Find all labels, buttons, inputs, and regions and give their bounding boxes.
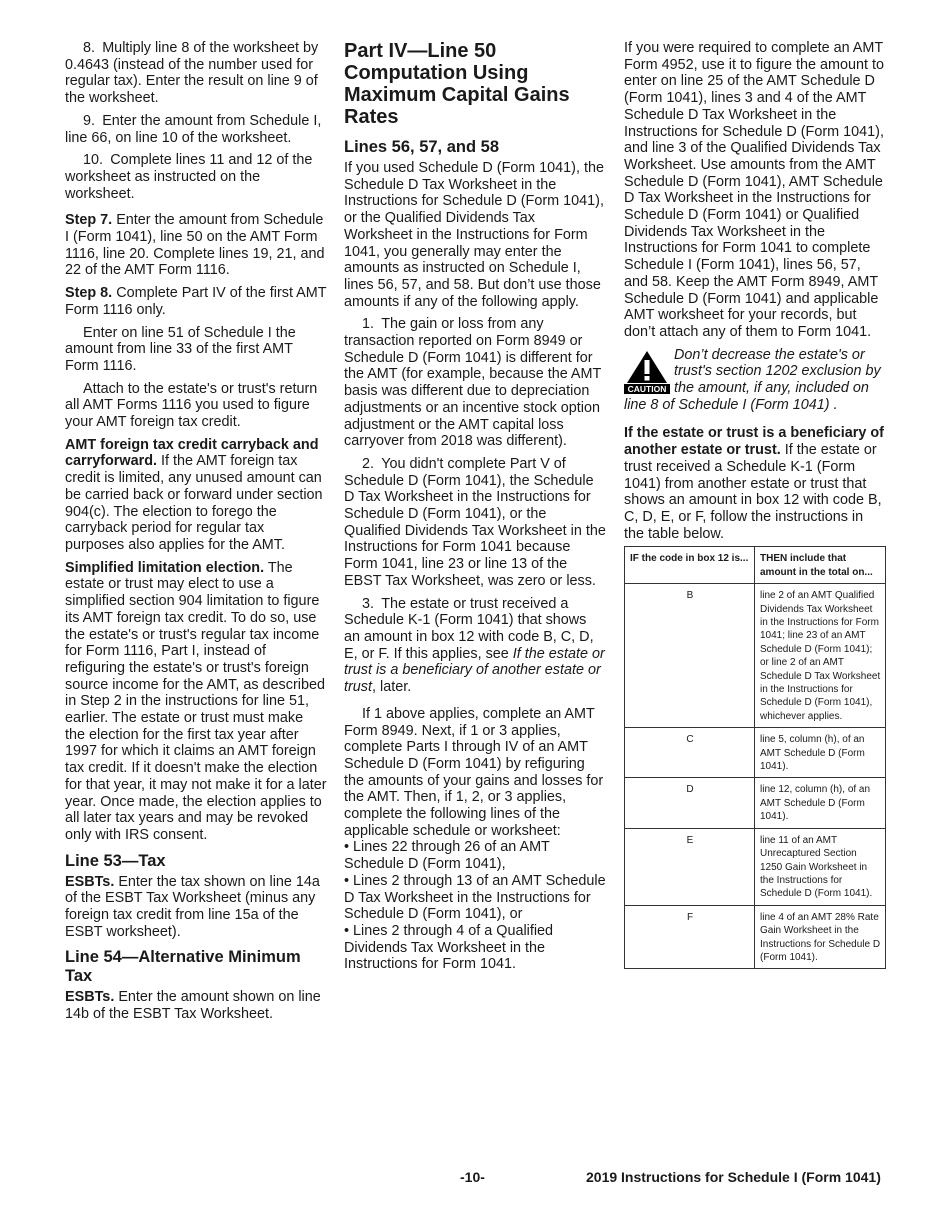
paragraph-line10: 10. Complete lines 11 and 12 of the worksheet as instructed on the worksheet. [65, 152, 313, 202]
simplified-label: Simplified limitation election. [65, 559, 265, 576]
bullet-icon: • [344, 922, 350, 939]
esbt-text: Enter the amount shown on line 14b of the ESBT Tax Worksheet. [65, 989, 321, 1023]
table-row [625, 728, 886, 778]
item3-end: , later. [372, 679, 412, 696]
table-cell-code: B [625, 584, 755, 728]
column-left [65, 40, 327, 1029]
carryback-label: AMT foreign tax credit carryback and carryforward. [65, 436, 319, 470]
bullet-item [344, 923, 606, 973]
step8-label: Step 8. [65, 285, 113, 302]
bullet-text: Lines 2 through 4 of a Qualified Dividends Tax Worksheet in the Instructions for Form 1041. [344, 922, 554, 973]
table-header-then: THEN include that amount in the total on... [755, 547, 886, 584]
table-row [625, 778, 886, 828]
box12-code-table [624, 546, 886, 969]
paragraph-line8: 8. Multiply line 8 of the worksheet by 0.4643 (instead of the number used for regular tax). Enter the result on line 9 of the worksheet. [65, 40, 319, 107]
bullet-item [344, 839, 606, 872]
caution-text: Don’t decrease the estate's or trust's section 1202 exclusion by the amount, if any, included on line 8 of Schedule I (Form 1041) . [624, 346, 881, 413]
paragraph-esbt-line54 [65, 989, 327, 1022]
paragraph-form4952: If you were required to complete an AMT Form 4952, use it to figure the amount to enter on line 25 of the AMT Schedule D (Form 1041), lines 3 and 4 of the AMT Schedule D Tax Worksheet in the Instructions for Schedule D (Form 1041), and line 3 of the Qualified Dividends Tax Worksheet. Use amounts from the AMT Schedule D (Form 1041), AMT Schedule D Tax Worksheet in the Instructions for Schedule D (Form 1041) or Qualified Dividends Tax Worksheet in the Instructions for Form 1041 to complete Schedule I (Form 1041), lines 56, 57, and 58. Keep the AMT Form 8949, AMT Schedule D (Form 1041) and applicable AMT worksheet for your records, but don’t attach any of them to Form 1041. [624, 40, 884, 340]
esbt-text: Enter the tax shown on line 14a of the ESBT Tax Worksheet (minus any foreign tax credit from line 15a of the ESBT worksheet). [65, 873, 320, 940]
paragraph-attach: Attach to the estate's or trust's return all AMT Forms 1116 you used to figure your AMT foreign tax credit. [65, 380, 318, 431]
footer-title: 2019 Instructions for Schedule I (Form 1041) [586, 1169, 881, 1185]
table-cell-text: line 11 of an AMT Unrecaptured Section 1250 Gain Worksheet in the Instructions for Schedule D (Form 1041). [755, 828, 886, 905]
paragraph-simplified [65, 560, 327, 844]
table-cell-code: D [625, 778, 755, 828]
paragraph-step8 [65, 285, 327, 318]
paragraph-intro: If you used Schedule D (Form 1041), the Schedule D Tax Worksheet in the Instructions for Schedule D (Form 1041), or the Qualified Dividends Tax Worksheet in the Instructions for Form 1041, you generally may enter the amounts as instructed on Schedule I, lines 56, 57, and 58. But don’t use those amounts if any of the following apply. [344, 160, 604, 310]
table-cell-code: C [625, 728, 755, 778]
table-cell-text: line 5, column (h), of an AMT Schedule D (Form 1041). [755, 728, 886, 778]
column-middle [344, 40, 606, 973]
bullet-text: Lines 22 through 26 of an AMT Schedule D (Form 1041), [344, 839, 550, 873]
heading-line53: Line 53—Tax [65, 851, 166, 870]
esbt-label: ESBTs. [65, 989, 115, 1006]
paragraph-line9: 9. Enter the amount from Schedule I, line 66, on line 10 of the worksheet. [65, 112, 322, 146]
step7-label: Step 7. [65, 212, 113, 229]
bullet-text: Lines 2 through 13 of an AMT Schedule D Tax Worksheet in the Instructions for Schedule D (Form 1041), or [344, 872, 606, 923]
table-header-row [625, 547, 886, 584]
paragraph-esbt-line53 [65, 874, 327, 941]
table-cell-text: line 12, column (h), of an AMT Schedule D (Form 1041). [755, 778, 886, 828]
paragraph-enter-line51: Enter on line 51 of Schedule I the amount from line 33 of the first AMT Form 1116. [65, 324, 296, 374]
bullet-item [344, 873, 606, 923]
paragraph-carryback [65, 437, 327, 554]
beneficiary-text: If the estate or trust received a Schedule K-1 (Form 1041) from another estate or trust that shows an amount in box 12 with code B, C, D, E, or F, follow the instructions in the table below. [624, 442, 882, 542]
bullet-icon: • [344, 839, 350, 856]
column-right [624, 40, 886, 969]
heading-lines-56-58: Lines 56, 57, and 58 [344, 138, 499, 156]
table-row [625, 905, 886, 969]
paragraph-if1: If 1 above applies, complete an AMT Form 8949. Next, if 1 or 3 applies, complete Parts I through IV of an AMT Schedule D (Form 1041) by refiguring the amounts of your gains and losses for the AMT. Then, if 1, 2, or 3 applies, complete the following lines of the applicable schedule or worksheet: [344, 705, 604, 839]
table-row [625, 584, 886, 728]
caution-label: CAUTION [627, 383, 667, 394]
table-cell-code: E [625, 828, 755, 905]
page-number: -10- [460, 1169, 485, 1185]
heading-part4: Part IV—Line 50 Computation Using Maximum Capital Gains Rates [344, 40, 570, 128]
table-cell-text: line 4 of an AMT 28% Rate Gain Worksheet in the Instructions for Schedule D (Form 1041). [755, 905, 886, 969]
step7-text: Enter the amount from Schedule I (Form 1041), line 50 on the AMT Form 1116, line 20. Complete lines 19, 21, and 22 of the AMT Form 1116. [65, 212, 325, 279]
paragraph-step7 [65, 212, 327, 279]
paragraph-beneficiary [624, 425, 886, 542]
table-cell-code: F [625, 905, 755, 969]
item3-text: 3. The estate or trust received a Schedule K-1 (Form 1041) that shows an amount in box 12 with code B, C, D, E, or F. If this applies, see [344, 595, 594, 662]
paragraph-item3 [344, 596, 606, 696]
step8-text: Complete Part IV of the first AMT Form 1116 only. [65, 285, 327, 318]
paragraph-item1: 1. The gain or loss from any transaction reported on Form 8949 or Schedule D (Form 1041) is different for the AMT (for example, because the AMT basis was different due to depreciation adjustments or an incentive stock option adjustment or the AMT capital loss carryover from 2018 was different). [344, 316, 602, 450]
heading-line54: Line 54—Alternative Minimum Tax [65, 948, 301, 986]
item3-italic: If the estate or trust is a beneficiary of another estate or trust [344, 645, 605, 696]
carryback-text: If the AMT foreign tax credit is limited, any unused amount can be carried back or forward under section 904(c). The election to forego the carryback period for regular tax purposes also applies for the AMT. [65, 453, 323, 553]
simplified-text: The estate or trust may elect to use a simplified section 904 limitation to figure its AMT foreign tax credit. To do so, use the estate's or trust's regular tax income for Form 1116, Part I, instead of refiguring the estate's or trust's foreign source income for the AMT, as described in Step 2 in the instructions for line 51, earlier. The estate or trust must make the election for the first tax year after 1997 for which it claims an AMT foreign tax credit. If it doesn't make the election for that year, it may not make it for a later year. Once made, the election applies to all later tax years and may be revoked only with IRS consent. [65, 559, 327, 843]
esbt-label: ESBTs. [65, 873, 115, 890]
paragraph-item2: 2. You didn't complete Part V of Schedule D (Form 1041), the Schedule D Tax Worksheet in the Instructions for Schedule D (Form 1041), or the Qualified Dividends Tax Worksheet in the Instructions for Form 1041 because Form 1041, line 23 or line 13 of the EBST Tax Worksheet, was zero or less. [344, 455, 606, 589]
table-cell-text: line 2 of an AMT Qualified Dividends Tax Worksheet in the Instructions for Form 1041; line 23 of an AMT Schedule D (Form 1041); or line 2 of an AMT Schedule D Tax Worksheet in the Instructions for Schedule D (Form 1041), whichever applies. [755, 584, 886, 728]
caution-note [624, 347, 886, 414]
bullet-icon: • [344, 872, 350, 889]
beneficiary-label: If the estate or trust is a beneficiary of another estate or trust. [624, 425, 884, 459]
table-header-if: IF the code in box 12 is... [625, 547, 755, 584]
caution-icon [624, 349, 670, 395]
table-row [625, 828, 886, 905]
